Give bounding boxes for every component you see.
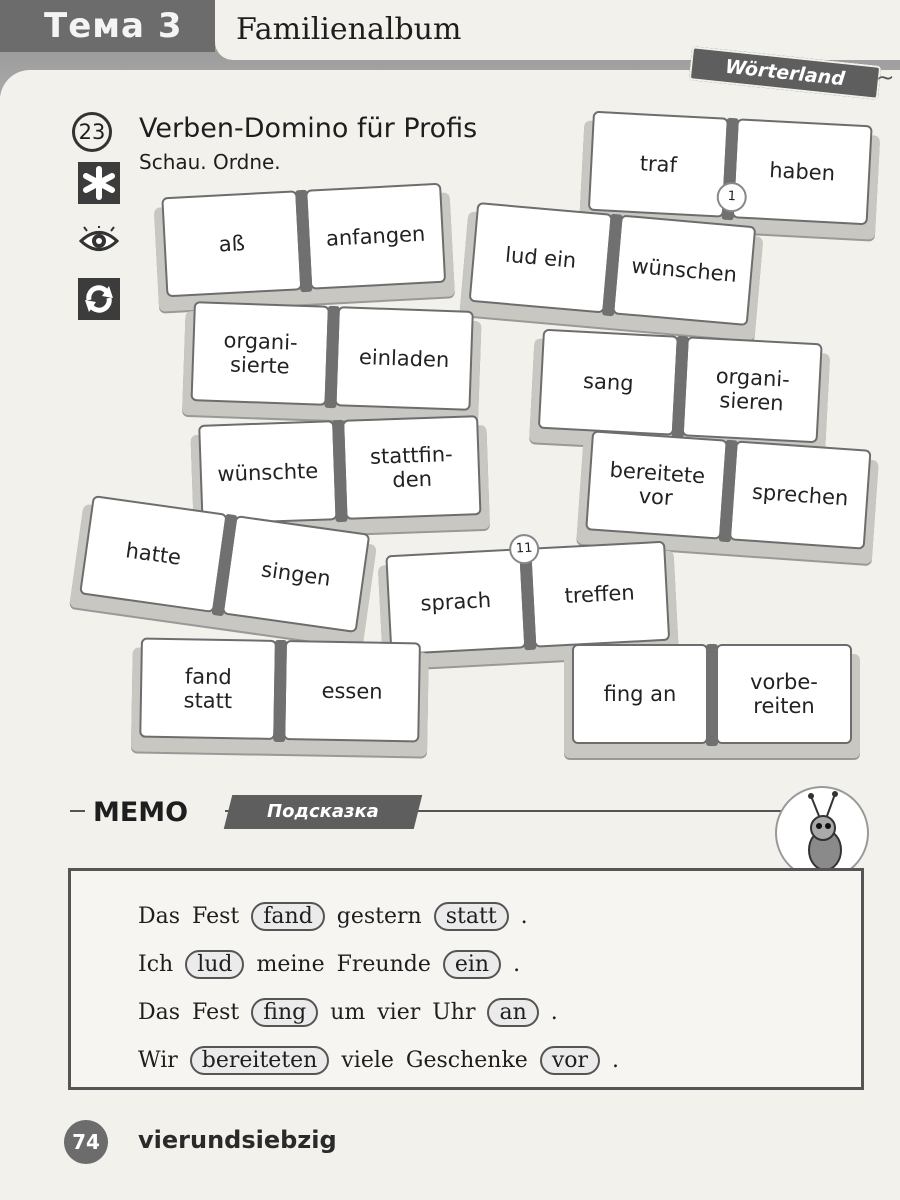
memo-word: meine	[256, 952, 325, 977]
memo-word: viele	[341, 1048, 394, 1073]
domino-past-form: traf	[588, 111, 729, 218]
woerterland-label: Wörterland	[724, 55, 846, 91]
domino-spine	[706, 644, 718, 746]
memo-sentence-2	[138, 950, 520, 979]
domino-card[interactable]	[468, 202, 757, 336]
domino-infinitive: sprechen	[729, 440, 872, 549]
domino-past-form: fand statt	[139, 638, 277, 740]
domino-infinitive: vorbe- reiten	[716, 644, 852, 744]
domino-card[interactable]	[190, 301, 474, 421]
domino-infinitive: stattfin- den	[342, 415, 481, 520]
memo-word: Fest	[192, 1000, 240, 1025]
topic-label: Тема 3	[44, 6, 183, 46]
domino-card[interactable]	[139, 638, 421, 753]
domino-past-form: sprach	[385, 548, 526, 655]
topic-tab	[0, 0, 215, 52]
task-title: Verben-Domino für Profis	[139, 113, 478, 144]
domino-infinitive: haben	[732, 118, 873, 225]
memo-word: Das	[138, 1000, 181, 1025]
memo-word: Wir	[138, 1048, 178, 1073]
asterisk-icon	[78, 162, 120, 204]
task-number: 23	[72, 112, 112, 152]
domino-card[interactable]	[537, 329, 822, 454]
memo-punctuation: .	[612, 1048, 620, 1073]
domino-infinitive: organi- sieren	[682, 336, 823, 443]
domino-spine	[273, 640, 287, 742]
domino-past-form: wünschte	[198, 420, 337, 525]
memo-punctuation: .	[520, 904, 528, 929]
memo-punctuation: .	[550, 1000, 558, 1025]
domino-past-form: lud ein	[469, 202, 613, 313]
memo-prefix-highlight: ein	[443, 950, 501, 979]
domino-card[interactable]	[585, 430, 872, 559]
domino-card[interactable]	[161, 183, 446, 308]
memo-prefix-highlight: vor	[540, 1046, 600, 1075]
task-instruction: Schau. Ordne.	[139, 150, 281, 174]
memo-word: um	[330, 1000, 366, 1025]
domino-infinitive: essen	[283, 640, 421, 742]
domino-number-badge: 11	[508, 533, 540, 565]
memo-word: Fest	[192, 904, 240, 929]
domino-number-badge: 1	[716, 181, 748, 213]
cycle-arrows-icon	[78, 278, 120, 320]
hint-tag-label: Подсказка	[267, 801, 379, 822]
memo-word: Geschenke	[405, 1048, 528, 1073]
memo-label: MEMO	[85, 791, 225, 835]
domino-card[interactable]	[572, 644, 852, 754]
memo-word: gestern	[336, 904, 422, 929]
domino-past-form: organi- sierte	[191, 301, 330, 406]
memo-verb-highlight: fand	[251, 902, 325, 931]
domino-infinitive: treffen	[529, 541, 670, 648]
memo-sentence-1	[138, 902, 528, 931]
domino-infinitive: anfangen	[305, 183, 446, 290]
bug-mascot-icon	[775, 786, 869, 880]
memo-verb-highlight: lud	[185, 950, 244, 979]
squiggle-decoration: ~	[876, 66, 895, 91]
memo-prefix-highlight: statt	[434, 902, 509, 931]
memo-prefix-highlight: an	[487, 998, 538, 1027]
memo-sentence-3	[138, 998, 558, 1027]
memo-word: vier	[377, 1000, 421, 1025]
memo-verb-highlight: fing	[251, 998, 318, 1027]
memo-word: Uhr	[432, 1000, 476, 1025]
memo-word: Das	[138, 904, 181, 929]
domino-past-form: hatte	[79, 495, 228, 613]
page-number-word: vierundsiebzig	[138, 1126, 337, 1154]
memo-word: Freunde	[336, 952, 431, 977]
domino-past-form: bereitete vor	[585, 430, 728, 539]
memo-sentence-4	[138, 1046, 619, 1075]
domino-infinitive: einladen	[334, 306, 473, 411]
chapter-title: Familienalbum	[236, 12, 462, 47]
memo-verb-highlight: bereiteten	[190, 1046, 330, 1075]
eye-icon	[78, 220, 120, 262]
memo-word: Ich	[138, 952, 174, 977]
domino-infinitive: singen	[222, 515, 371, 633]
domino-infinitive: wünschen	[612, 215, 756, 326]
domino-past-form: aß	[161, 190, 302, 297]
hint-tag	[224, 795, 422, 829]
memo-punctuation: .	[513, 952, 521, 977]
domino-past-form: sang	[538, 329, 679, 436]
page-number: 74	[64, 1120, 108, 1164]
domino-past-form: fing an	[572, 644, 708, 744]
